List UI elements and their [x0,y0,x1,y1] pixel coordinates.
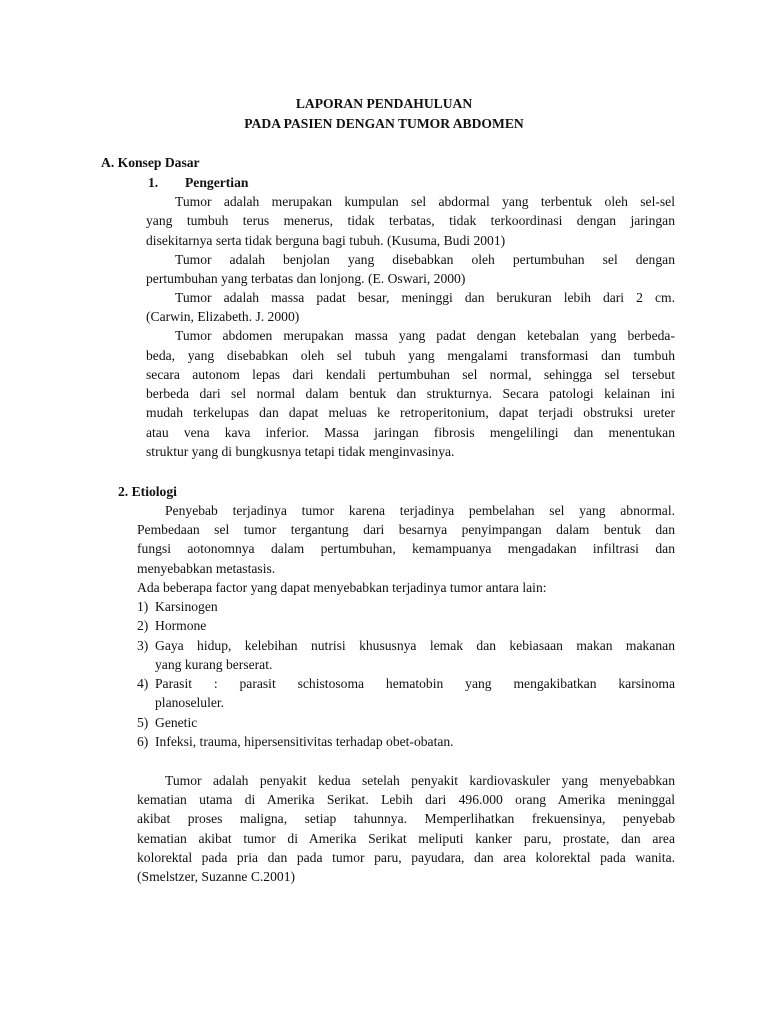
section-a-heading: A. Konsep Dasar [101,155,200,170]
paragraph-line: Tumor adalah penyakit kedua setelah penyakit kardiovaskuler yang menyebabkan [165,773,675,788]
paragraph-line: fungsi aotonomnya dalam pertumbuhan, kemampuanya mengadakan infiltrasi dan [137,541,675,556]
document-title-line2: PADA PASIEN DENGAN TUMOR ABDOMEN [244,116,524,131]
list-item: Genetic [155,715,198,730]
subsection-1-title: Pengertian [185,175,249,190]
document-title-line1: LAPORAN PENDAHULUAN [295,96,473,111]
paragraph-line: disekitarnya serta tidak berguna bagi tubuh. (Kusuma, Budi 2001) [146,233,506,248]
paragraph-line: kolorektal pada pria dan pada tumor paru, payudara, dan area kolorektal pada wanita. [137,850,675,865]
paragraph-line: secara autonom lepas dari kendali pertumbuhan sel normal, sehingga sel tersebut [146,367,675,382]
list-item-number: 1) [137,599,149,614]
list-item: Infeksi, trauma, hipersensitivitas terhadap obet-obatan. [155,734,454,749]
paragraph-line: Pembedaan sel tumor tergantung dari besarnya penyimpangan dalam bentuk dan [137,522,675,537]
paragraph-line: akibat proses maligna, setiap tahunnya. Memperlihatkan frekuensinya, penyebab [137,811,675,826]
list-item-number: 3) [137,638,149,653]
paragraph-line: kematian akibat tumor di Amerika Serikat meliputi kanker paru, prostate, dan area [137,831,675,846]
paragraph-line: menyebabkan metastasis. [137,561,276,576]
paragraph-line: Tumor adalah massa padat besar, meninggi dan berukuran lebih dari 2 cm. [175,290,675,305]
list-item-number: 5) [137,715,149,730]
paragraph-line: Tumor adalah merupakan kumpulan sel abdormal yang terbentuk oleh sel-sel [175,194,675,209]
paragraph-line: atau vena kava inferior. Massa jaringan fibrosis mengelilingi dan menentukan [146,425,675,440]
paragraph-line: Tumor adalah benjolan yang disebabkan oleh pertumbuhan sel dengan [175,252,675,267]
list-item: Hormone [155,618,207,633]
list-item-number: 4) [137,676,149,691]
paragraph-line: mudah terkelupas dan dapat meluas ke retroperitonium, dapat terjadi obstruksi ureter [146,405,675,420]
paragraph-line: yang tumbuh terus menerus, tidak terbatas, tidak terkoordinasi dengan jaringan [146,213,675,228]
paragraph-line: (Carwin, Elizabeth. J. 2000) [146,309,300,324]
paragraph-line: kematian utama di Amerika Serikat. Lebih dari 496.000 orang Amerika meninggal [137,792,675,807]
paragraph-line: pertumbuhan yang terbatas dan lonjong. (E. Oswari, 2000) [146,271,466,286]
list-item-continuation: planoseluler. [155,695,225,710]
list-item-continuation: yang kurang berserat. [155,657,273,672]
list-item-number: 6) [137,734,149,749]
section-2-heading: 2. Etiologi [118,484,177,499]
paragraph-line: struktur yang di bungkusnya tetapi tidak menginvasinya. [146,444,455,459]
paragraph-line: beda, yang disebabkan oleh sel tubuh yang mengalami transformasi dan tumbuh [146,348,675,363]
paragraph-line: Penyebab terjadinya tumor karena terjadinya pembelahan sel yang abnormal. [165,503,675,518]
paragraph-line: (Smelstzer, Suzanne C.2001) [137,869,296,884]
list-item: Gaya hidup, kelebihan nutrisi khususnya lemak dan kebiasaan makan makanan [155,638,675,653]
list-item-number: 2) [137,618,149,633]
subsection-1-number: 1. [148,175,159,190]
paragraph-line: Tumor abdomen merupakan massa yang padat dengan ketebalan yang berbeda- [175,328,675,343]
paragraph-line: berbeda dari sel normal dalam bentuk dan strukturnya. Secara patologi kelainan ini [146,386,675,401]
factors-intro: Ada beberapa factor yang dapat menyebabkan terjadinya tumor antara lain: [137,580,547,595]
list-item: Karsinogen [155,599,218,614]
list-item: Parasit : parasit schistosoma hematobin yang mengakibatkan karsinoma [155,676,675,691]
